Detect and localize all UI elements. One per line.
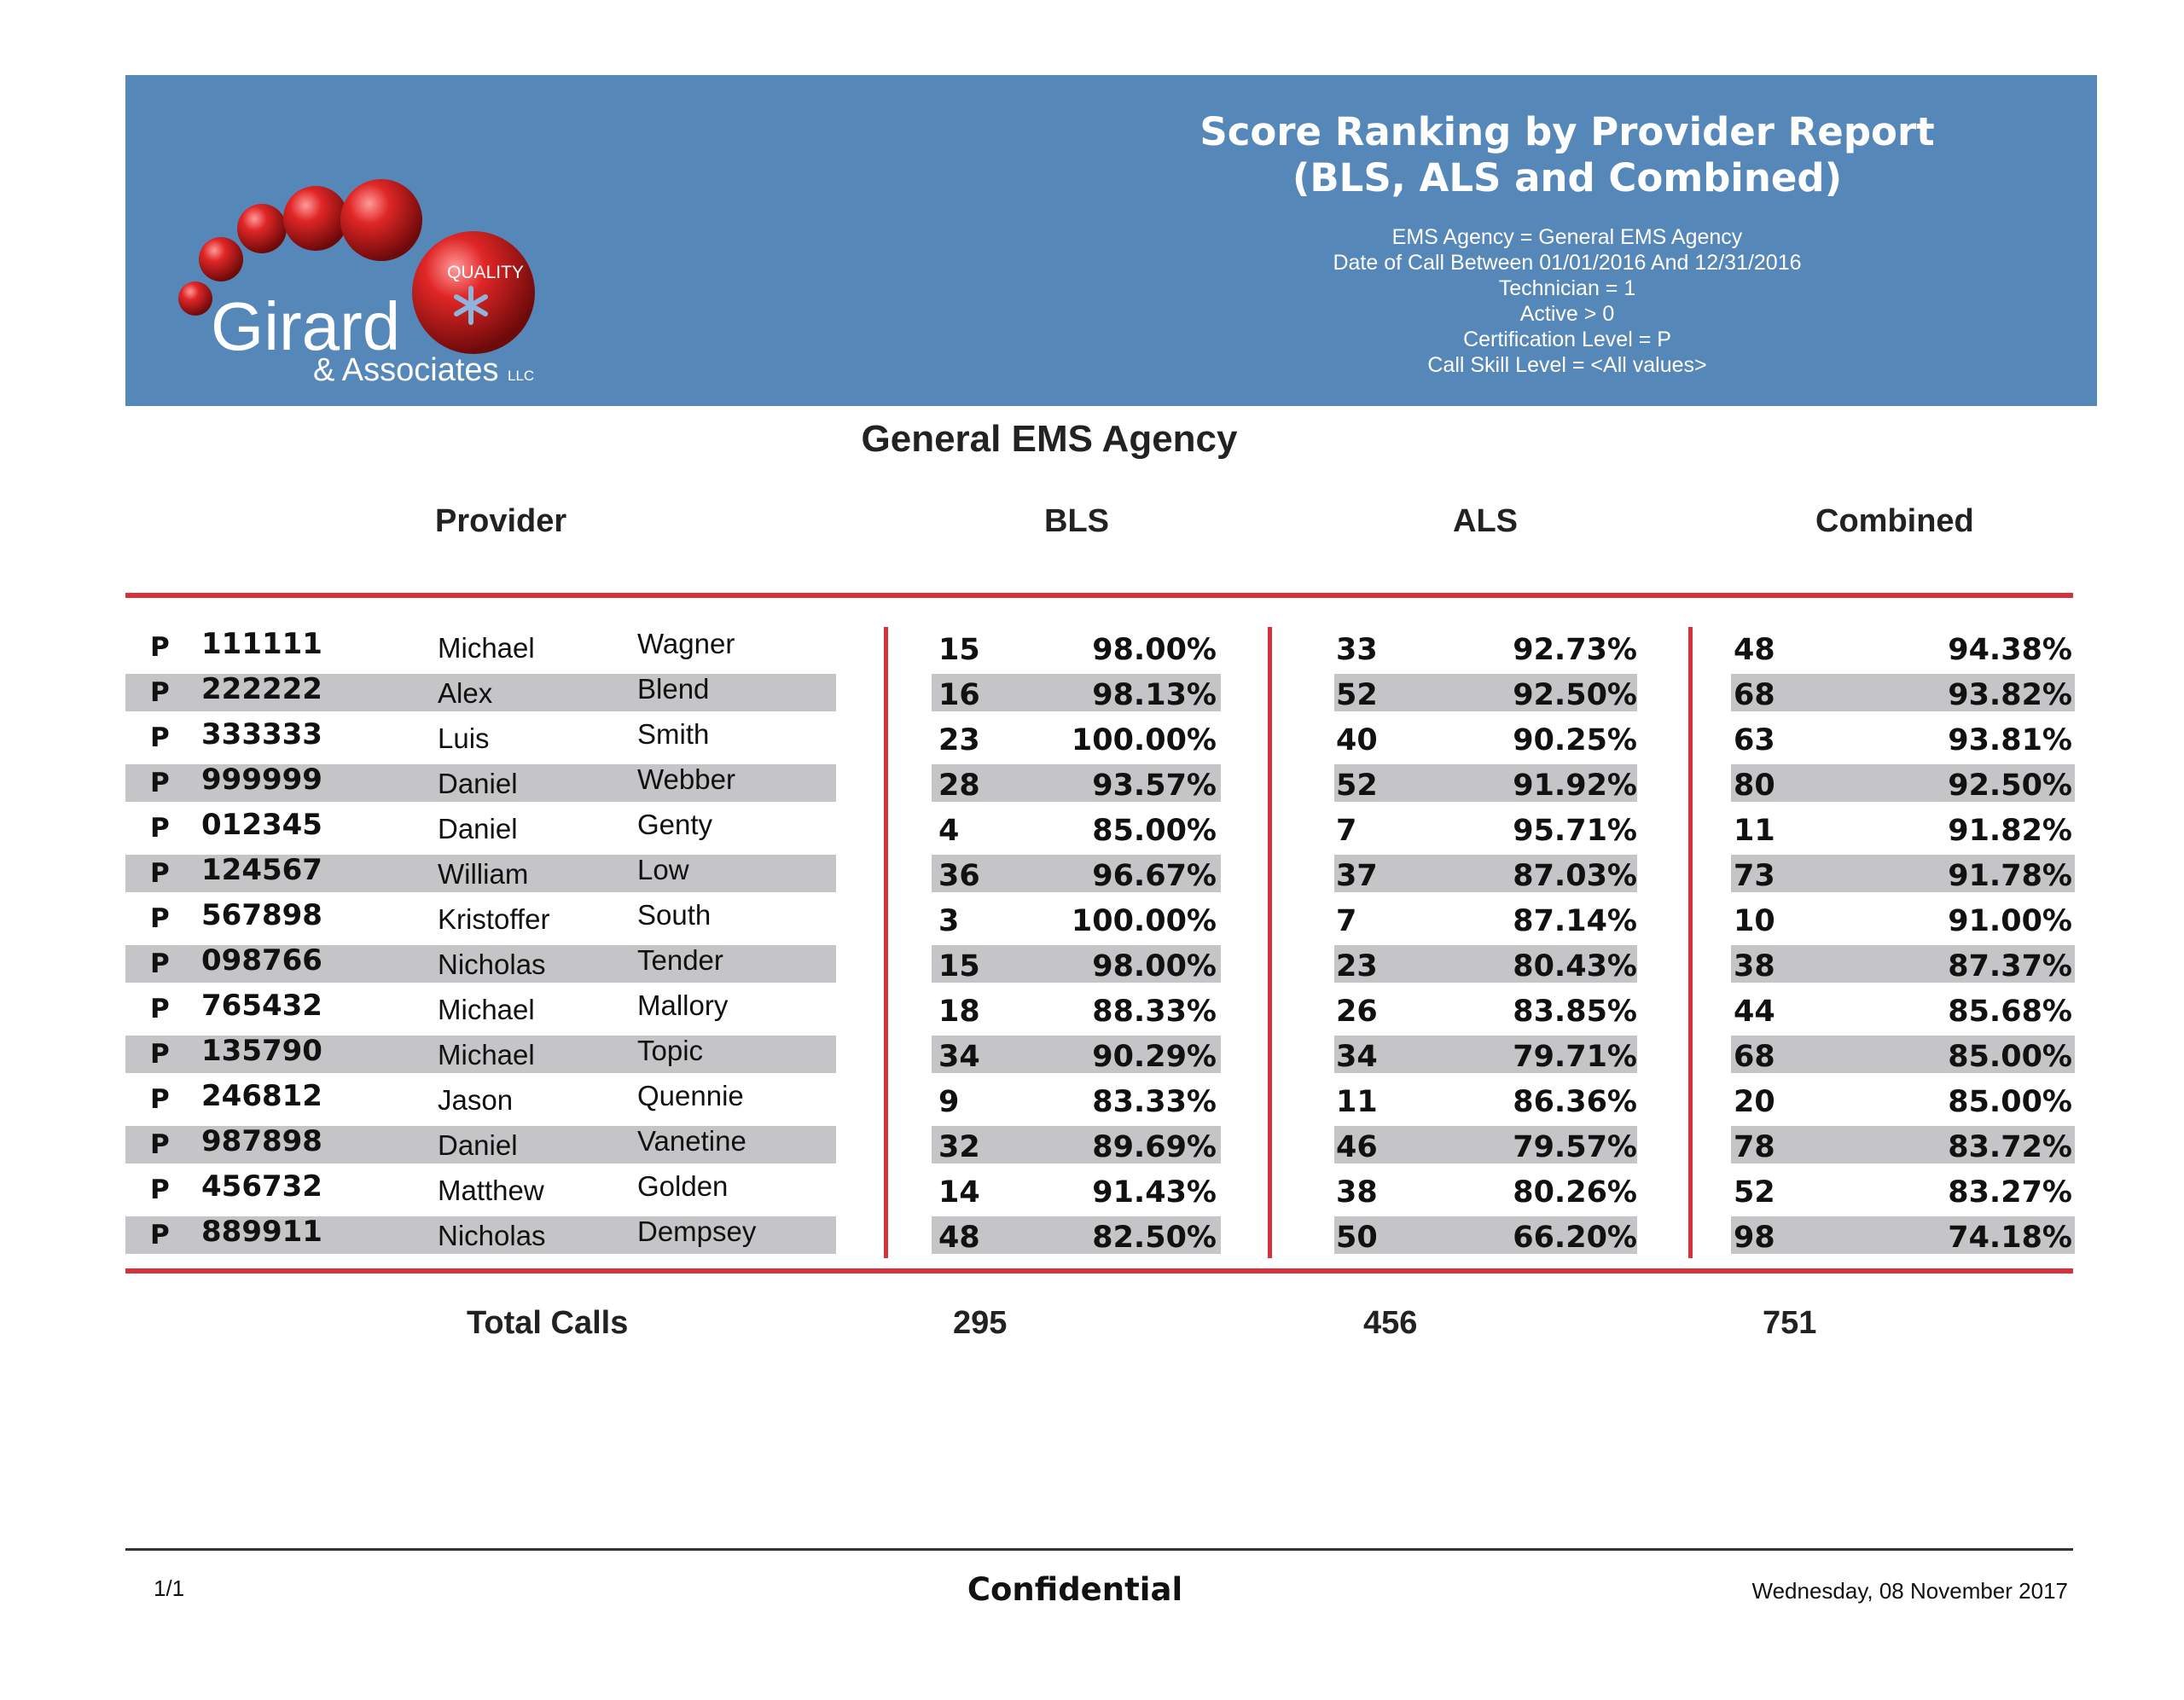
cell-bls-calls: 15	[938, 949, 980, 983]
cell-last: Tender	[637, 944, 723, 976]
cell-comb-calls: 20	[1734, 1085, 1775, 1119]
cell-comb-calls: 10	[1734, 904, 1775, 938]
logo-brand-name: Girard	[211, 288, 401, 364]
cell-first: Daniel	[438, 768, 518, 799]
cell-comb-calls: 68	[1734, 1040, 1775, 1074]
cell-bls-score: 100.00%	[1071, 904, 1217, 938]
cell-bls-calls: 15	[938, 633, 980, 667]
report-title	[1132, 109, 2002, 201]
cell-id: 999999	[201, 763, 322, 797]
cell-als-score: 79.57%	[1513, 1130, 1637, 1164]
table-row	[0, 990, 2184, 1028]
cell-cert: P	[150, 1220, 170, 1250]
cell-id: 765432	[201, 989, 322, 1023]
cell-cert: P	[150, 677, 170, 708]
logo-brand-suffix: LLC	[508, 368, 535, 382]
cell-bls-calls: 18	[938, 995, 980, 1029]
cell-als-score: 91.92%	[1513, 769, 1637, 803]
total-calls-label: Total Calls	[467, 1305, 629, 1341]
cell-cert: P	[150, 1039, 170, 1070]
total-combined-calls: 751	[1763, 1305, 1817, 1341]
filter-line: Date of Call Between 01/01/2016 And 12/31/2016	[1333, 251, 1802, 275]
cell-bls-calls: 9	[938, 1085, 960, 1119]
cell-first: Michael	[438, 632, 535, 664]
logo-quality-text: QUALITY	[447, 263, 524, 282]
cell-bls-score: 98.13%	[1092, 678, 1217, 712]
cell-first: Daniel	[438, 1129, 518, 1161]
cell-comb-score: 93.82%	[1948, 678, 2072, 712]
cell-first: Luis	[438, 722, 490, 754]
cell-als-calls: 11	[1336, 1085, 1378, 1119]
cell-als-calls: 40	[1336, 723, 1378, 757]
cell-bls-score: 96.67%	[1092, 859, 1217, 893]
table-row	[0, 1081, 2184, 1118]
cell-bls-calls: 14	[938, 1175, 980, 1210]
cell-id: 333333	[201, 717, 322, 751]
cell-cert: P	[150, 858, 170, 889]
cell-first: Jason	[438, 1084, 514, 1116]
cell-comb-calls: 38	[1734, 949, 1775, 983]
cell-bls-calls: 23	[938, 723, 980, 757]
cell-cert: P	[150, 1129, 170, 1160]
cell-comb-score: 91.82%	[1948, 814, 2072, 848]
table-row	[0, 1216, 2184, 1254]
cell-last: Genty	[637, 809, 713, 840]
cell-cert: P	[150, 903, 170, 934]
cell-als-calls: 52	[1336, 678, 1378, 712]
cell-bls-score: 83.33%	[1092, 1085, 1217, 1119]
table-row	[0, 629, 2184, 666]
cell-als-score: 66.20%	[1513, 1221, 1637, 1255]
logo-brand-sub: & Associates	[313, 352, 499, 382]
cell-comb-score: 85.68%	[1948, 995, 2072, 1029]
cell-id: 222222	[201, 672, 322, 706]
girard-logo	[177, 126, 654, 382]
table-row	[0, 855, 2184, 892]
cell-bls-calls: 28	[938, 769, 980, 803]
cell-als-calls: 33	[1336, 633, 1378, 667]
cell-als-score: 83.85%	[1513, 995, 1637, 1029]
cell-bls-calls: 4	[938, 814, 960, 848]
cell-last: Mallory	[637, 989, 729, 1021]
cell-first: Michael	[438, 994, 535, 1025]
cell-comb-score: 74.18%	[1948, 1221, 2072, 1255]
cell-bls-calls: 3	[938, 904, 960, 938]
table-row	[0, 1126, 2184, 1163]
cell-last: Wagner	[637, 628, 735, 659]
footer-rule	[125, 1548, 2073, 1551]
cell-comb-score: 91.00%	[1948, 904, 2072, 938]
table-row	[0, 1036, 2184, 1073]
cell-als-score: 90.25%	[1513, 723, 1637, 757]
cell-bls-calls: 34	[938, 1040, 980, 1074]
cell-als-score: 92.50%	[1513, 678, 1637, 712]
cell-first: Kristoffer	[438, 903, 550, 935]
cell-last: Webber	[637, 763, 735, 795]
cell-comb-calls: 48	[1734, 633, 1775, 667]
cell-als-calls: 26	[1336, 995, 1378, 1029]
cell-comb-score: 91.78%	[1948, 859, 2072, 893]
cell-id: 246812	[201, 1079, 322, 1113]
cell-last: Vanetine	[637, 1125, 746, 1157]
cell-als-calls: 23	[1336, 949, 1378, 983]
cell-first: Matthew	[438, 1175, 544, 1206]
cell-als-calls: 50	[1336, 1221, 1378, 1255]
cell-bls-score: 85.00%	[1092, 814, 1217, 848]
confidential-label: Confidential	[967, 1571, 1183, 1608]
cell-id: 987898	[201, 1124, 322, 1158]
cell-bls-calls: 32	[938, 1130, 980, 1164]
cell-cert: P	[150, 994, 170, 1024]
cell-first: Nicholas	[438, 1220, 546, 1251]
cell-cert: P	[150, 949, 170, 979]
cell-als-calls: 7	[1336, 814, 1357, 848]
cell-als-score: 95.71%	[1513, 814, 1637, 848]
cell-comb-calls: 44	[1734, 995, 1775, 1029]
cell-comb-calls: 78	[1734, 1130, 1775, 1164]
table-row	[0, 674, 2184, 711]
cell-comb-score: 92.50%	[1948, 769, 2072, 803]
cell-last: Blend	[637, 673, 710, 705]
table-bottom-rule	[125, 1268, 2073, 1274]
cell-als-calls: 34	[1336, 1040, 1378, 1074]
filter-line: Call Skill Level = <All values>	[1427, 353, 1707, 377]
cell-comb-score: 87.37%	[1948, 949, 2072, 983]
cell-last: South	[637, 899, 712, 931]
cell-cert: P	[150, 768, 170, 798]
cell-comb-calls: 98	[1734, 1221, 1775, 1255]
cell-bls-calls: 48	[938, 1221, 980, 1255]
cell-bls-score: 88.33%	[1092, 995, 1217, 1029]
cell-bls-score: 98.00%	[1092, 949, 1217, 983]
column-header-combined: Combined	[1815, 503, 1974, 539]
cell-id: 567898	[201, 898, 322, 932]
print-date: Wednesday, 08 November 2017	[1751, 1578, 2068, 1604]
cell-comb-score: 83.72%	[1948, 1130, 2072, 1164]
cell-id: 456732	[201, 1169, 322, 1204]
cell-first: William	[438, 858, 529, 890]
cell-als-calls: 37	[1336, 859, 1378, 893]
report-header-banner	[125, 75, 2097, 406]
cell-cert: P	[150, 1175, 170, 1205]
cell-bls-score: 93.57%	[1092, 769, 1217, 803]
cell-comb-score: 85.00%	[1948, 1085, 2072, 1119]
table-row	[0, 900, 2184, 937]
cell-bls-score: 90.29%	[1092, 1040, 1217, 1074]
cell-comb-score: 93.81%	[1948, 723, 2072, 757]
cell-first: Michael	[438, 1039, 535, 1070]
table-row	[0, 764, 2184, 802]
cell-als-score: 86.36%	[1513, 1085, 1637, 1119]
filter-line: Technician = 1	[1498, 276, 1636, 300]
cell-als-calls: 46	[1336, 1130, 1378, 1164]
column-header-als: ALS	[1453, 503, 1518, 539]
cell-cert: P	[150, 632, 170, 663]
svg-text:& Associates LLC	[313, 352, 534, 382]
cell-id: 111111	[201, 627, 322, 661]
column-header-provider: Provider	[435, 503, 567, 539]
cell-last: Topic	[637, 1035, 704, 1066]
cell-id: 124567	[201, 853, 322, 887]
cell-first: Nicholas	[438, 949, 546, 980]
filter-line: Active > 0	[1519, 302, 1615, 326]
cell-bls-score: 89.69%	[1092, 1130, 1217, 1164]
cell-bls-score: 100.00%	[1071, 723, 1217, 757]
cell-cert: P	[150, 1084, 170, 1115]
total-bls-calls: 295	[953, 1305, 1008, 1341]
cell-als-score: 79.71%	[1513, 1040, 1637, 1074]
column-header-bls: BLS	[1044, 503, 1109, 539]
cell-comb-score: 85.00%	[1948, 1040, 2072, 1074]
cell-comb-calls: 68	[1734, 678, 1775, 712]
cell-bls-score: 91.43%	[1092, 1175, 1217, 1210]
cell-cert: P	[150, 813, 170, 844]
cell-comb-calls: 80	[1734, 769, 1775, 803]
report-title-line1: Score Ranking by Provider Report	[1199, 109, 1935, 154]
cell-cert: P	[150, 722, 170, 753]
cell-comb-calls: 52	[1734, 1175, 1775, 1210]
cell-comb-calls: 11	[1734, 814, 1775, 848]
cell-first: Alex	[438, 677, 493, 709]
cell-last: Low	[637, 854, 689, 885]
cell-first: Daniel	[438, 813, 518, 844]
cell-als-calls: 38	[1336, 1175, 1378, 1210]
cell-als-calls: 7	[1336, 904, 1357, 938]
cell-comb-calls: 73	[1734, 859, 1775, 893]
cell-comb-score: 83.27%	[1948, 1175, 2072, 1210]
cell-bls-calls: 36	[938, 859, 980, 893]
table-row	[0, 719, 2184, 757]
cell-als-score: 92.73%	[1513, 633, 1637, 667]
table-row	[0, 809, 2184, 847]
cell-bls-calls: 16	[938, 678, 980, 712]
report-title-line2: (BLS, ALS and Combined)	[1292, 155, 1843, 200]
cell-id: 098766	[201, 943, 322, 978]
cell-als-score: 87.03%	[1513, 859, 1637, 893]
agency-name-heading: General EMS Agency	[861, 418, 1238, 460]
cell-id: 135790	[201, 1034, 322, 1068]
cell-id: 012345	[201, 808, 322, 842]
cell-last: Smith	[637, 718, 710, 750]
filter-line: Certification Level = P	[1463, 328, 1671, 351]
cell-bls-score: 98.00%	[1092, 633, 1217, 667]
cell-als-calls: 52	[1336, 769, 1378, 803]
report-filters	[1132, 224, 2002, 378]
cell-id: 889911	[201, 1215, 322, 1249]
table-top-rule	[125, 593, 2073, 598]
filter-line: EMS Agency = General EMS Agency	[1391, 225, 1743, 249]
cell-als-score: 80.43%	[1513, 949, 1637, 983]
cell-als-score: 87.14%	[1513, 904, 1637, 938]
cell-als-score: 80.26%	[1513, 1175, 1637, 1210]
cell-last: Dempsey	[637, 1216, 757, 1247]
total-als-calls: 456	[1363, 1305, 1418, 1341]
cell-comb-score: 94.38%	[1948, 633, 2072, 667]
cell-comb-calls: 63	[1734, 723, 1775, 757]
page-number: 1/1	[154, 1575, 185, 1601]
table-row	[0, 945, 2184, 983]
cell-last: Quennie	[637, 1080, 744, 1111]
table-row	[0, 1171, 2184, 1209]
cell-bls-score: 82.50%	[1092, 1221, 1217, 1255]
cell-last: Golden	[637, 1170, 729, 1202]
